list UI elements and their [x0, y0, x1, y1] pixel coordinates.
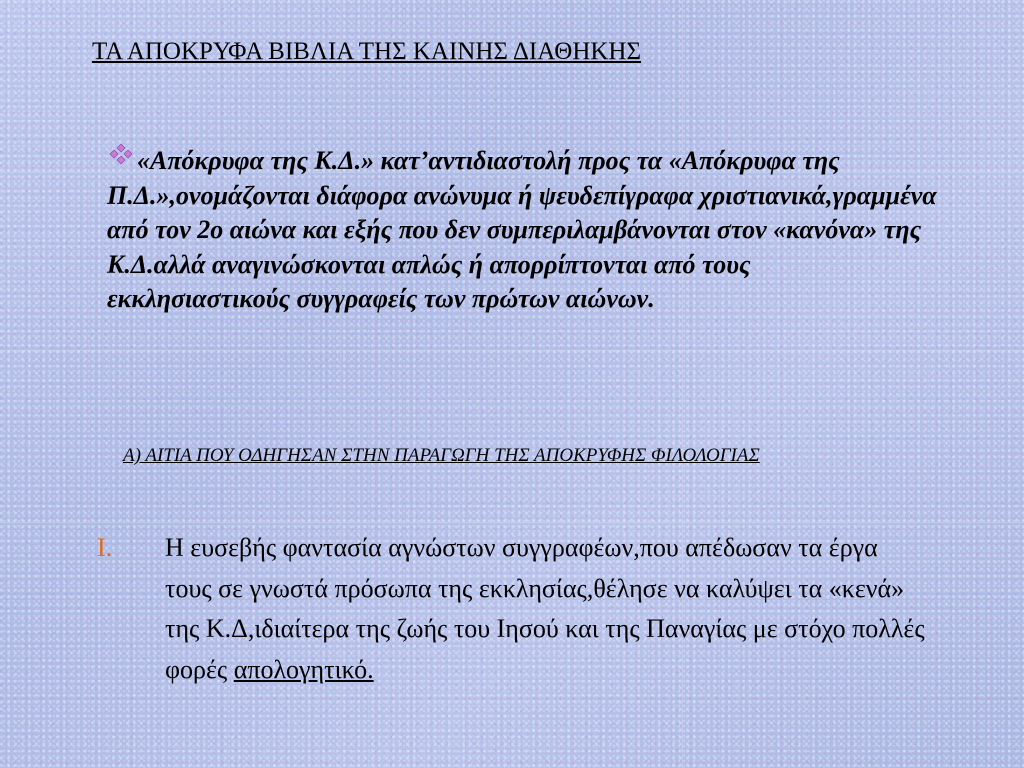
background-gridline: [0, 350, 1024, 351]
diamond-cluster-icon: [107, 140, 135, 162]
definition-paragraph: [107, 140, 937, 317]
definition-text: «Απόκρυφα της Κ.Δ.» κατ’αντιδιαστολή προς τα «Απόκρυφα της Π.Δ.»,ονομάζονται διάφορα ανώνυμα ή ψευδεπίγραφα χριστιανικά,γραμμένα από τον 2ο αιώνα και εξής που δεν συμπεριλαμβάνονται στον «κανόνα» της Κ.Δ.αλλά αναγινώσκονται απλώς ή απορρίπτονται από τους εκκλησιαστικούς συγγραφείς των πρώτων αιώνων.: [107, 146, 937, 313]
section-subheading: Α) ΑΙΤΙΑ ΠΟΥ ΟΔΗΓΗΣΑΝ ΣΤΗΝ ΠΑΡΑΓΩΓΗ ΤΗΣ ΑΠΟΚΡΥΦΗΣ ΦΙΛΟΛΟΓΙΑΣ: [123, 445, 760, 466]
item-text: [165, 528, 925, 690]
background-gridline: [0, 522, 1024, 523]
item-text-underlined: απολογητικό.: [233, 654, 374, 684]
slide-title: ΤΑ ΑΠΟΚΡΥΦΑ ΒΙΒΛΙΑ ΤΗΣ ΚΑΙΝΗΣ ΔΙΑΘΗΚΗΣ: [92, 38, 642, 65]
item-text-main: Η ευσεβής φαντασία αγνώστων συγγραφέων,που απέδωσαν τα έργα τους σε γνωστά πρόσωπα της εκκλησίας,θέλησε να καλύψει τα «κενά» της Κ.Δ,ιδιαίτερα της ζωής του Ιησού και της Παναγίας με στόχο πολλές φορές: [165, 533, 925, 684]
item-number: I.: [97, 533, 113, 562]
